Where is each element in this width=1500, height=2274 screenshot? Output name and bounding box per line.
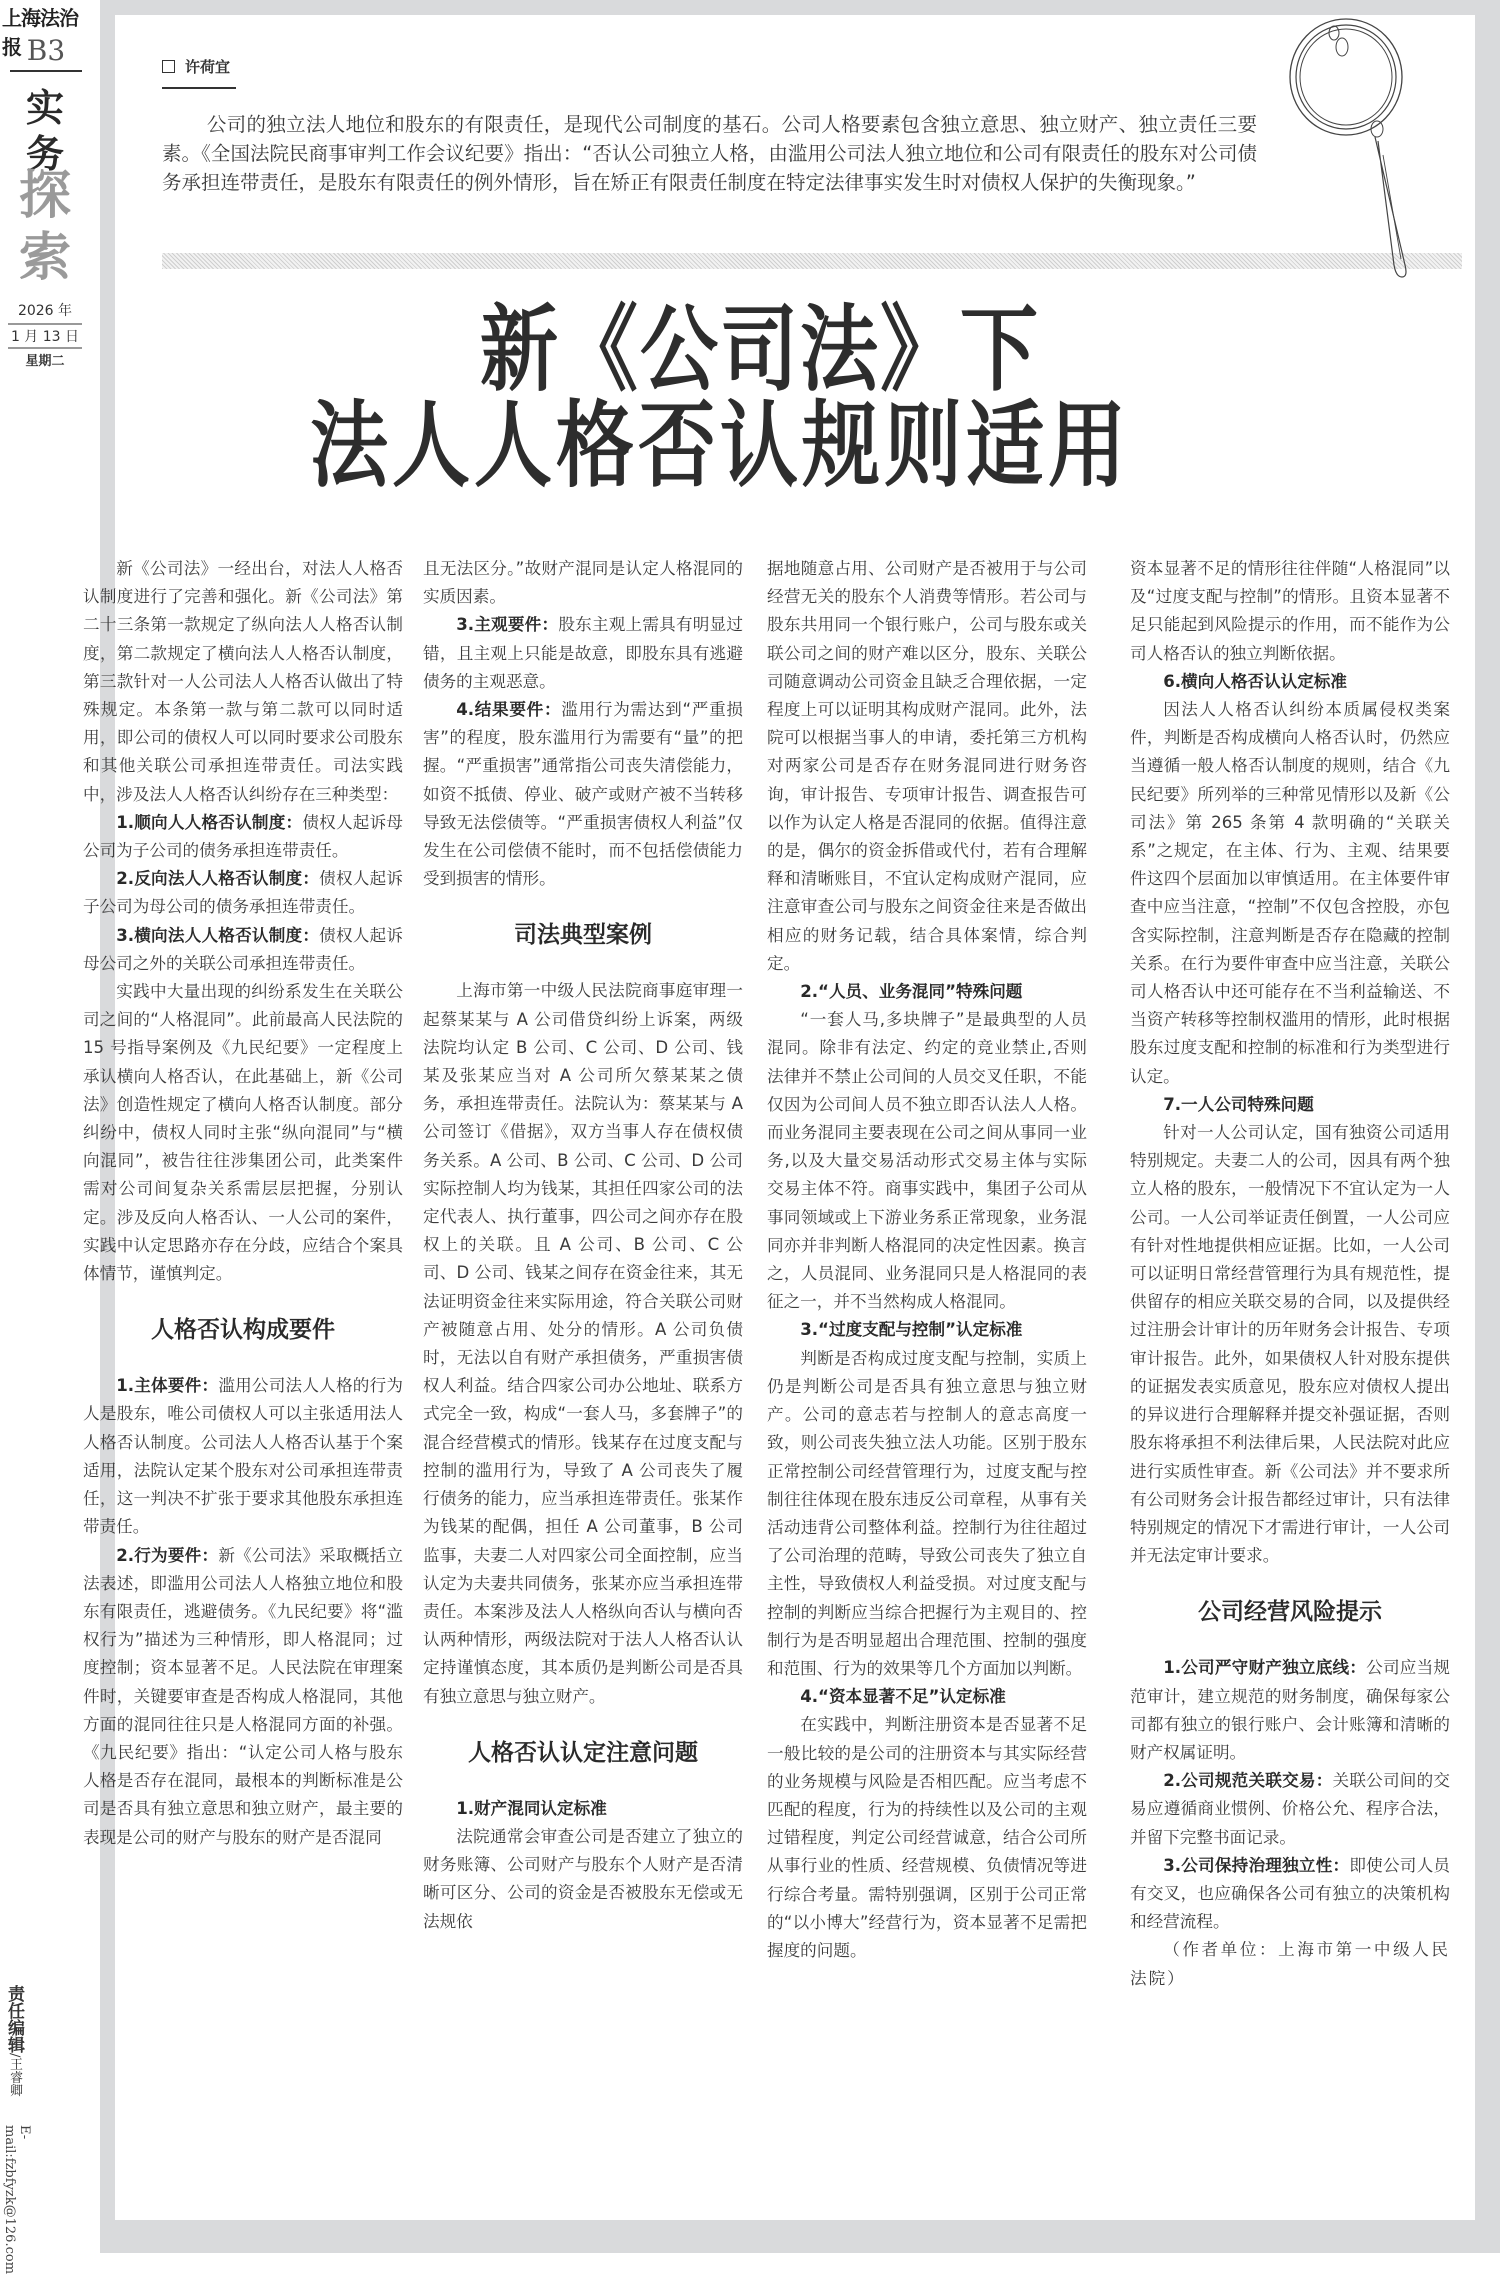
section-heading: 人格否认构成要件	[151, 1317, 335, 1344]
paragraph: 资本显著不足的情形往往伴随“人格混同”以及“过度支配与控制”的情形。且资本显著不足只能起到风险提示的作用，而不能作为公司人格否认的独立判断依据。	[1130, 559, 1450, 663]
lead-paragraph: 公司的独立法人地位和股东的有限责任，是现代公司制度的基石。公司人格要素包含独立意思、独立财产、独立责任三要素。《全国法院民商事审判工作会议纪要》指出：“否认公司独立人格，由滥用公司法人独立地位和公司有限责任的股东对公司债务承担连带责任，是股东有限责任的例外情形，旨在矫正有限责任制度在特定法律事实发生时对债权人保护的失衡现象。”	[162, 113, 1257, 194]
section-heading: 司法典型案例	[514, 922, 652, 949]
paragraph: 针对一人公司认定，国有独资公司适用特别规定。夫妻二人的公司，因具有两个独立人格的股东，一般情况下不宜认定为一人公司。一人公司举证责任倒置，一人公司应有针对性地提供相应证据。比如，一人公司可以证明日常经营管理行为具有规范性，提供留存的相应关联交易的合同，以及提供经过注册会计审计的历年财务会计报告、专项审计报告。此外，如果债权人针对股东提供的证据发表实质意见，股东应对债权人提出的异议进行合理解释并提交补强证据，否则股东将承担不利法律后果，人民法院对此应进行实质性审查。新《公司法》并不要求所有公司财务会计报告都经过审计，只有法律特别规定的情况下才需进行审计，一人公司并无法定审计要求。	[1130, 1123, 1450, 1566]
item-label: 1.顺向人人格否认制度：	[116, 812, 303, 832]
type-item	[83, 865, 403, 921]
issue-weekday: 星期二	[25, 354, 65, 369]
page-number: B3	[10, 34, 82, 72]
item-text: 关联公司间的交易应遵循商业惯例、价格公允、程序合法，并留下完整书面记录。	[1130, 1771, 1450, 1847]
item-text: 新《公司法》采取概括立法表述，即滥用公司法人人格独立地位和股东有限责任，逃避债务。《九民纪要》将“滥权行为”描述为三种情形，即人格混同；过度控制；资本显著不足。人民法院在审理案件时，关键要审查是否构成人格混同，其他方面的混同往往只是人格混同方面的补强。《九民纪要》指出：“认定公司人格与股东人格是否存在混同，最根本的判断标准是公司是否具有独立意思和独立财产，最主要的表现是公司的财产与股东的财产是否混同	[83, 1545, 404, 1847]
paragraph: 在实践中，判断注册资本是否显著不足一般比较的是公司的注册资本与其实际经营的业务规模与风险是否相匹配。应当考虑不匹配的程度，行为的持续性以及公司的主观过错程度，判定公司经营诚意，结合公司所从事行业的性质、经营规模、负债情况等进行综合考量。需特别强调，区别于公司正常的“以小博大”经营行为，资本显著不足需把握度的问题。	[767, 1715, 1087, 1960]
article-headline	[150, 295, 1500, 501]
item-text: 债权人起诉母公司为子公司的债务承担连带责任。	[83, 812, 404, 861]
paragraph: “一套人马,多块牌子”是最典型的人员混同。除非有法定、约定的竞业禁止,否则法律并不禁止公司间的人员交叉任职，不能仅因为公司间人员不独立即否认法人人格。而业务混同主要表现在公司之间从事同一业务,以及大量交易活动形式交易主体与实际交易主体不符。商事实践中，集团子公司从事同领域或上下游业务系正常现象，业务混同亦并非判断人格混同的决定性因素。换言之，人员混同、业务混同只是人格混同的表征之一，并不当然构成人格混同。	[767, 1010, 1087, 1312]
article-column-1	[83, 555, 403, 1852]
item-label: 3.主观要件：	[456, 615, 559, 635]
article-column-2	[423, 555, 743, 1936]
paragraph: 新《公司法》一经出台，对法人人格否认制度进行了完善和强化。新《公司法》第二十三条第一款规定了纵向法人人格否认制度，第二款规定了横向法人人格否认制度，第三款针对一人公司法人人格否认做出了特殊规定。本条第一款与第二款可以同时适用，即公司的债权人可以同时要求公司股东和其他关联公司承担连带责任。司法实践中，涉及法人人格否认纠纷存在三种类型：	[83, 559, 403, 804]
item-label: 4.结果要件：	[456, 700, 562, 720]
type-item	[83, 922, 403, 978]
section-heading: 人格否认认定注意问题	[468, 1739, 698, 1766]
headline-line-2: 法人人格否认规则适用	[309, 391, 1130, 501]
hatched-divider	[162, 253, 1462, 269]
magnifier-icon	[1280, 15, 1420, 285]
paragraph: 法院通常会审查公司是否建立了独立的财务账簿、公司财产与股东个人财产是否清晰可区分、公司的资金是否被股东无偿或无法规依	[423, 1826, 743, 1931]
issue-date: 1 月 13 日	[8, 323, 82, 349]
section-name-bottom: 探索	[18, 165, 71, 288]
paragraph: 据地随意占用、公司财产是否被用于与公司经营无关的股东个人消费等情形。若公司与股东共用同一个银行账户，公司与股东或关联公司之间的财产难以区分，股东、关联公司随意调动公司资金且缺乏合理依据，一定程度上可以证明其构成财产混同。此外，法院可以根据当事人的申请，委托第三方机构对两家公司是否存在财务混同进行财务咨询，审计报告、专项审计报告、调查报告可以作为认定人格是否混同的依据。值得注意的是，偶尔的资金拆借或代付，若有合理解释和清晰账目，不宜认定构成财产混同，应注意审查公司与股东之间资金往来是否做出相应的财务记载，结合具体案情，综合判定。	[767, 559, 1087, 973]
author-byline	[162, 56, 236, 89]
item-label: 3.公司保持治理独立性：	[1163, 1855, 1350, 1875]
item-text: 即使公司人员有交叉，也应确保各公司有独立的决策机构和经营流程。	[1130, 1855, 1451, 1932]
author-affiliation: （作者单位：上海市第一中级人民法院）	[1130, 1940, 1450, 1988]
article-column-3	[767, 555, 1087, 1965]
item-label: 1.主体要件：	[116, 1376, 219, 1396]
paragraph: 因法人人格否认纠纷本质属侵权类案件，判断是否构成横向人格否认时，仍然应当遵循一般人格否认制度的规则，结合《九民纪要》所列举的三种常见情形以及新《公司法》第 265 条第 4 款明确的“关联关系”之规定，在主体、行为、主观、结果要件这四个层面加以审慎适用。在主体要件审查中应当注意，“控制”不仅包含控股，亦包含实际控制，注意判断是否存在隐藏的控制关系。在行为要件审查中应当注意，关联公司人格否认中还可能存在不当利益输送、不当资产转移等控制权滥用的情形，此时根据股东过度支配和控制的标准和行为类型进行认定。	[1130, 700, 1450, 1086]
paragraph: 判断是否构成过度支配与控制，实质上仍是判断公司是否具有独立意思与独立财产。公司的意志若与控制人的意志高度一致，则公司丧失独立法人功能。区别于股东正常控制公司经营管理行为，过度支配与控制往往体现在股东违反公司章程，从事有关活动违背公司整体利益。控制行为往往超过了公司治理的范畴，导致公司丧失了独立自主性，导致债权人利益受损。对过度支配与控制的判断应当综合把握行为主观目的、控制行为是否明显超出合理范围、控制的强度和范围、行为的效果等几个方面加以判断。	[767, 1348, 1087, 1678]
subheading: 2.“人员、业务混同”特殊问题	[800, 982, 1023, 1002]
item-text: 公司应当规范审计，建立规范的财务制度，确保每家公司都有独立的银行账户、会计账簿和清晰的财产权属证明。	[1130, 1658, 1451, 1762]
subheading: 7.一人公司特殊问题	[1163, 1094, 1314, 1114]
risk-item	[1130, 1767, 1450, 1852]
item-label: 2.行为要件：	[116, 1545, 219, 1565]
editor-label: 责任编辑	[4, 1985, 24, 2053]
subheading: 4.“资本显著不足”认定标准	[800, 1687, 1006, 1707]
headline-line-1: 新《公司法》下	[479, 295, 1040, 405]
item-text: 股东主观上需具有明显过错，且主观上只能是故意，即股东具有逃避债务的主观恶意。	[423, 615, 744, 691]
article-column-4	[1130, 555, 1450, 1993]
element-item	[83, 1542, 403, 1852]
paragraph: 且无法区分。”故财产混同是认定人格混同的实质因素。	[423, 559, 743, 607]
subheading: 1.财产混同认定标准	[456, 1798, 607, 1818]
editor-name: /王睿卿	[7, 2053, 22, 2097]
issue-year: 2026 年	[17, 303, 73, 319]
paragraph: 实践中大量出现的纠纷系发生在关联公司之间的“人格混同”。此前最高人民法院的 15 号指导案例及《九民纪要》一定程度上承认横向人格否认，在此基础上，新《公司法》创造性规定了横向人格否认制度。部分纠纷中，债权人同时主张“纵向混同”与“横向混同”，被告往往涉集团公司，此类案件需对公司间复杂关系需层层把握，分别认定。涉及反向人格否认、一人公司的案件，实践中认定思路亦存在分歧，应结合个案具体情节，谨慎判定。	[83, 982, 403, 1284]
author-name: 许荷宜	[185, 58, 231, 76]
item-label: 2.公司规范关联交易：	[1163, 1771, 1333, 1791]
editor-credit	[2, 1985, 24, 2096]
item-text: 滥用行为需达到“严重损害”的程度，股东滥用行为需要有“量”的把握。“严重损害”通常指公司丧失清偿能力，如资不抵债、停业、破产或财产被不当转移导致无法偿债等。“严重损害债权人利益”仅发生在公司偿债不能时，而不包括偿债能力受到损害的情形。	[423, 700, 743, 889]
type-item	[83, 809, 403, 865]
newspaper-masthead: 上海法治报	[2, 6, 78, 59]
item-text: 债权人起诉子公司为母公司的债务承担连带责任。	[83, 869, 404, 917]
element-item	[423, 611, 743, 696]
risk-item	[1130, 1852, 1450, 1937]
item-label: 3.横向法人人格否认制度：	[116, 925, 320, 945]
risk-item	[1130, 1654, 1450, 1767]
element-item	[83, 1372, 403, 1541]
paragraph: 上海市第一中级人民法院商事庭审理一起蔡某某与 A 公司借贷纠纷上诉案，两级法院均认定 B 公司、C 公司、D 公司、钱某及张某应当对 A 公司所欠蔡某某之债务，承担连带责任。法院认为：蔡某某与 A 公司签订《借据》，双方当事人存在债权债务关系。A 公司、B 公司、C 公司、D 公司实际控制人均为钱某，其担任四家公司的法定代表人、执行董事，四公司之间亦存在股权上的关联。且 A 公司、B 公司、C 公司、D 公司、钱某之间存在资金往来，其无法证明资金往来实际用途，符合关联公司财产被随意占用、处分的情形。A 公司负债时，无法以自有财产承担债务，严重损害债权人利益。结合四家公司办公地址、联系方式完全一致，构成“一套人马，多套牌子”的混合经营模式的情形。钱某存在过度支配与控制的滥用行为，导致了 A 公司丧失了履行债务的能力，应当承担连带责任。张某作为钱某的配偶，担任 A 公司董事，B 公司监事，夫妻二人对四家公司全面控制，应当认定为夫妻共同债务，张某亦应当承担连带责任。本案涉及法人人格纵向否认与横向否认两种情形，两级法院对于法人人格否认认定持谨慎态度，其本质仍是判断公司是否具有独立意思与独立财产。	[423, 981, 743, 1706]
section-name-top: 实务	[25, 86, 64, 176]
editor-email: E-mail:fzbfyzk@126.com	[2, 2125, 32, 2274]
subheading: 6.横向人格否认认定标准	[1163, 671, 1347, 691]
subheading: 3.“过度支配与控制”认定标准	[800, 1320, 1023, 1340]
item-label: 1.公司严守财产独立底线：	[1163, 1658, 1367, 1678]
section-heading: 公司经营风险提示	[1198, 1599, 1382, 1626]
item-text: 债权人起诉母公司之外的关联公司承担连带责任。	[83, 925, 404, 973]
item-text: 滥用公司法人人格的行为人是股东，唯公司债权人可以主张适用法人人格否认制度。公司法人人格否认基于个案适用，法院认定某个股东对公司承担连带责任，这一判决不扩张于要求其他股东承担连带责任。	[83, 1376, 404, 1537]
element-item	[423, 696, 743, 893]
item-label: 2.反向法人人格否认制度：	[116, 869, 320, 889]
square-bullet-icon	[162, 60, 175, 73]
